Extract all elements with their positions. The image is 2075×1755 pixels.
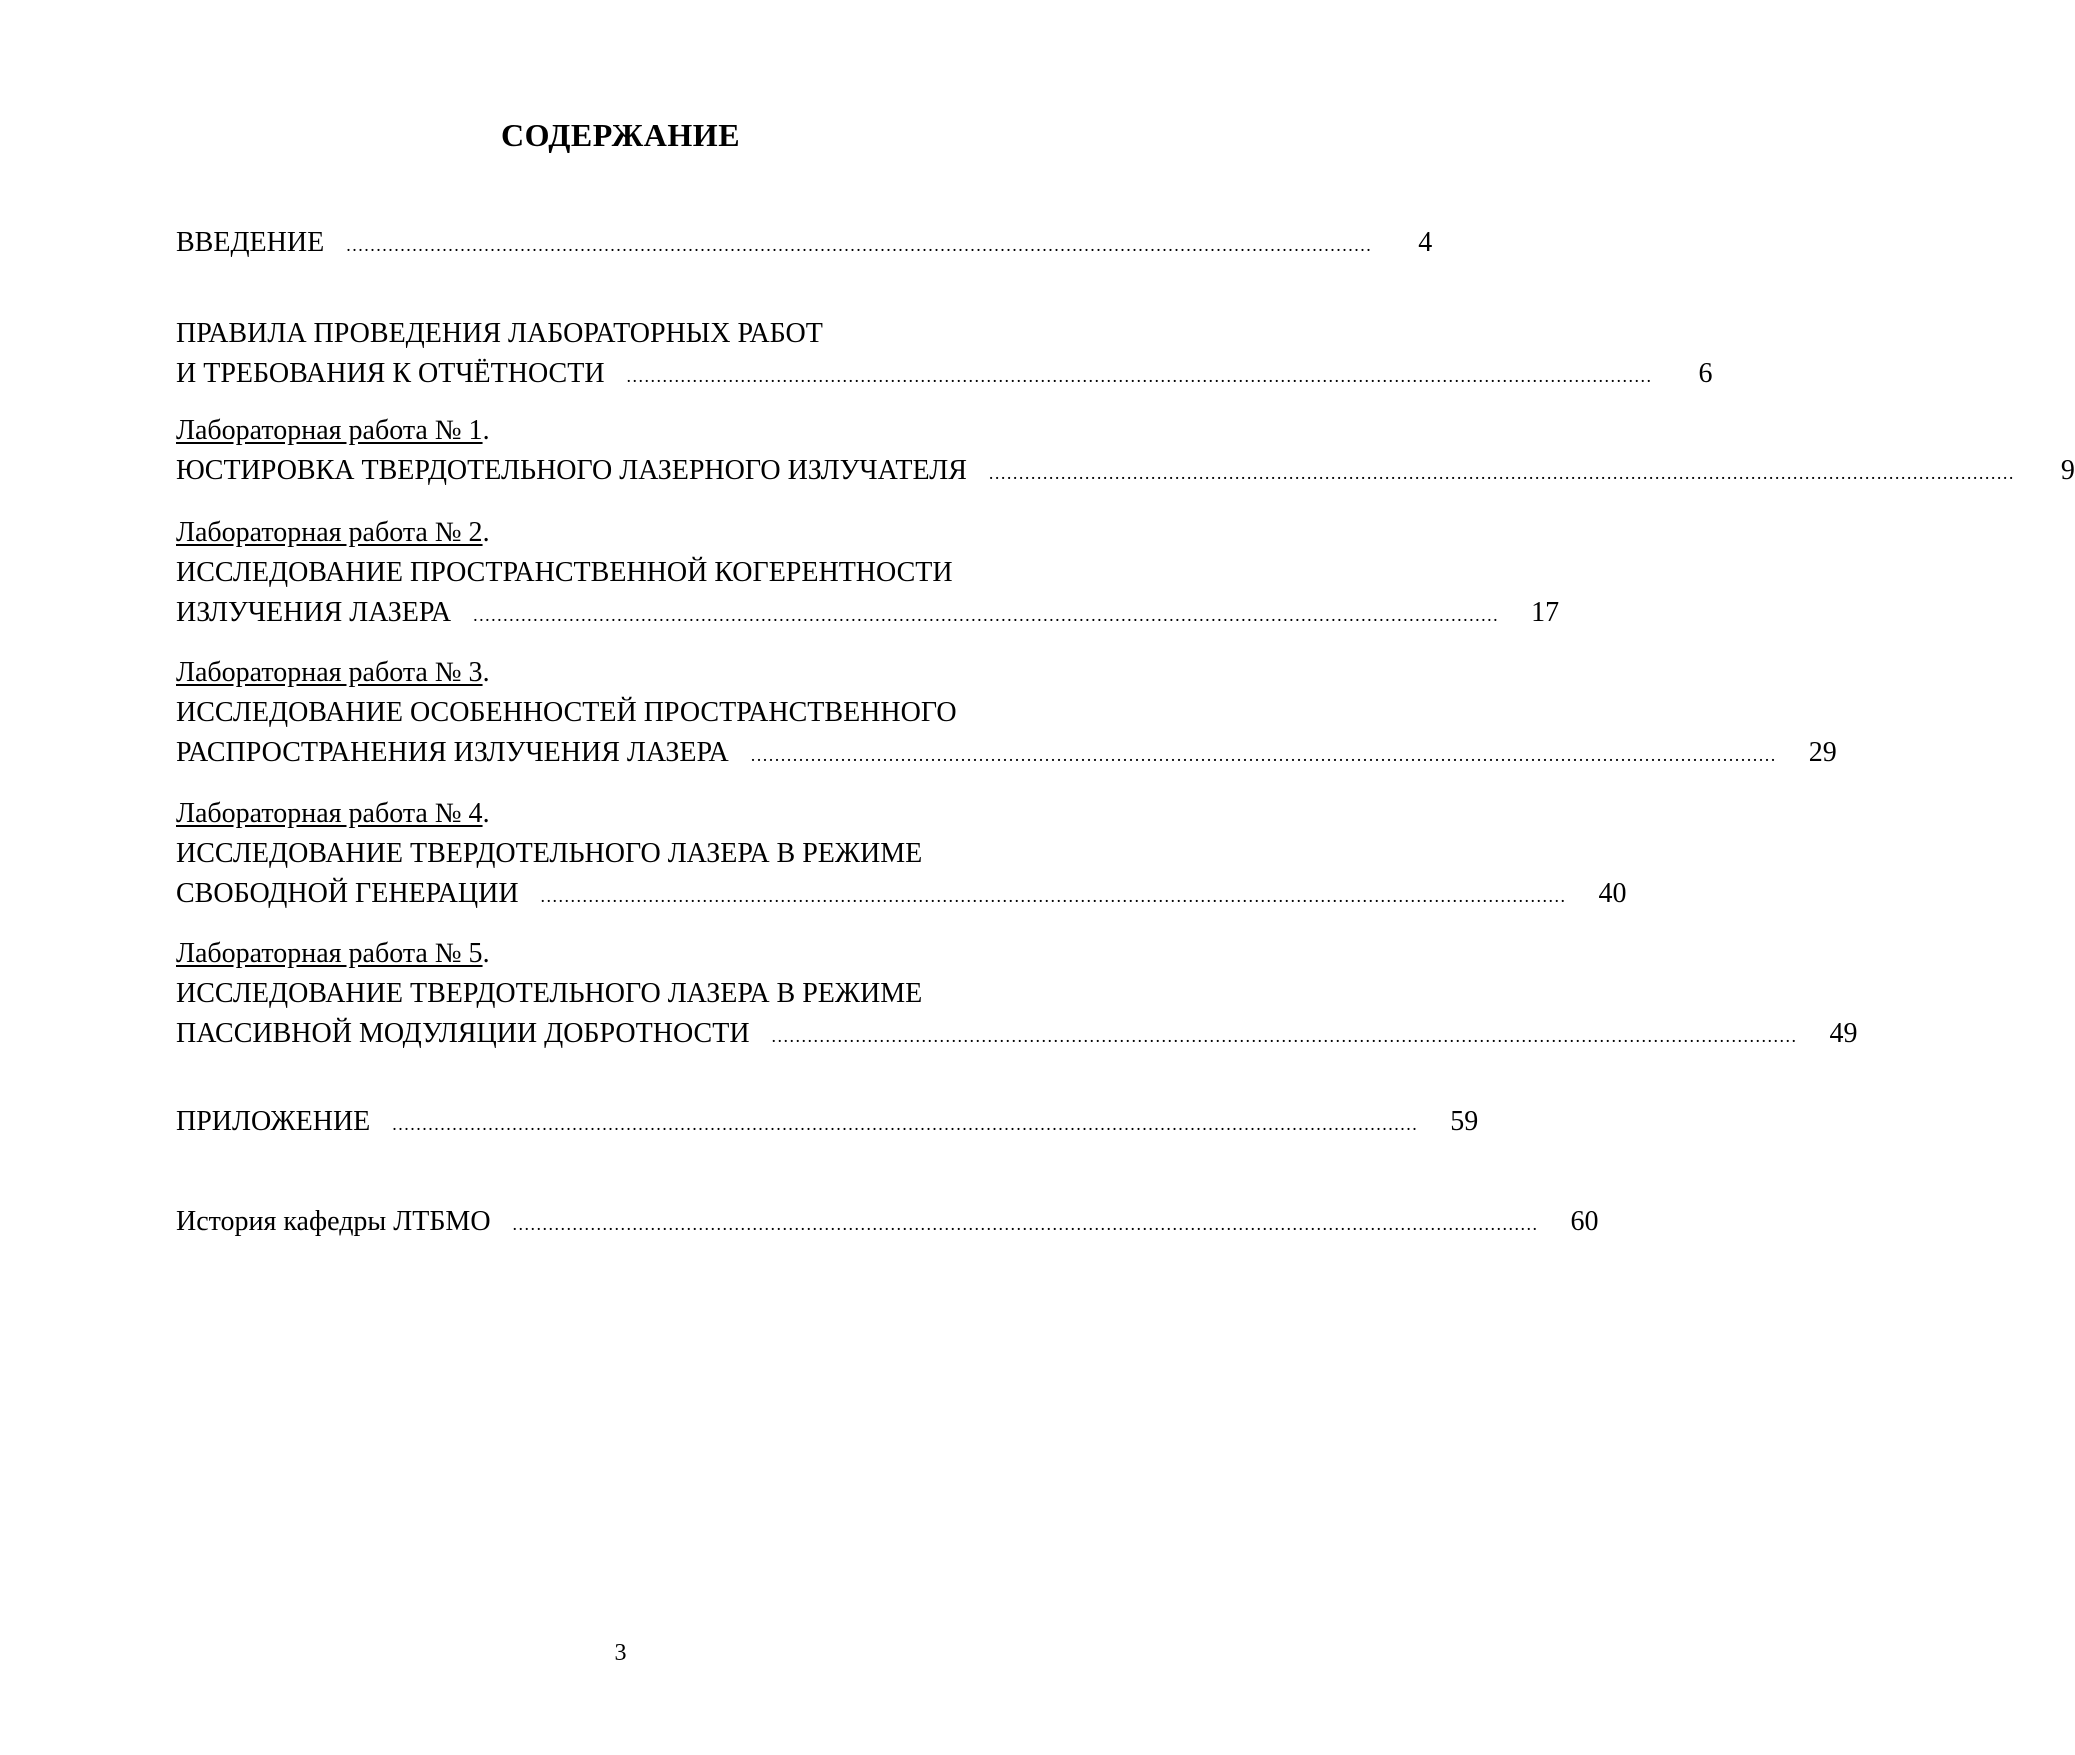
leader-dots: ........................................................................................................................................................................... xyxy=(771,1026,1798,1046)
toc-entry-title: ПРИЛОЖЕНИЕ xyxy=(176,1106,371,1137)
lab-label: Лабораторная работа № 1 xyxy=(176,415,483,446)
lab-label: Лабораторная работа № 4 xyxy=(176,798,483,829)
toc-page-number: 17 xyxy=(1531,597,1560,628)
toc-page-number: 6 xyxy=(1698,358,1713,389)
toc-entry-title: ВВЕДЕНИЕ xyxy=(176,227,325,258)
toc-entry-title: ИССЛЕДОВАНИЕ ТВЕРДОТЕЛЬНОГО ЛАЗЕРА В РЕЖИМЕ xyxy=(176,978,923,1009)
label-period: . xyxy=(482,798,490,829)
leader-dots: ........................................................................................................................................................................... xyxy=(626,366,1653,386)
toc-entry-lab4[interactable] xyxy=(176,794,1627,914)
leader-dots: ........................................................................................................................................................................... xyxy=(988,463,2015,483)
toc-entry-title: ЮСТИРОВКА ТВЕРДОТЕЛЬНОГО ЛАЗЕРНОГО ИЗЛУЧАТЕЛЯ xyxy=(176,455,967,486)
page-number: 3 xyxy=(614,1640,627,1666)
toc-entry-title: И ТРЕБОВАНИЯ К ОТЧЁТНОСТИ xyxy=(176,358,605,389)
leader-dots: ........................................................................................................................................................................... xyxy=(750,745,1777,765)
toc-entry-title: РАСПРОСТРАНЕНИЯ ИЗЛУЧЕНИЯ ЛАЗЕРА xyxy=(176,737,729,768)
lab-label: Лабораторная работа № 5 xyxy=(176,938,483,969)
toc-page-number: 29 xyxy=(1808,737,1837,768)
lab-label: Лабораторная работа № 3 xyxy=(176,657,483,688)
toc-entry-title: ИЗЛУЧЕНИЯ ЛАЗЕРА xyxy=(176,597,452,628)
toc-entry-appendix[interactable] xyxy=(176,1102,1479,1142)
leader-dots: ........................................................................................................................................................................... xyxy=(473,605,1500,625)
leader-dots: ........................................................................................................................................................................... xyxy=(512,1214,1539,1234)
toc-entry-title: ПАССИВНОЙ МОДУЛЯЦИИ ДОБРОТНОСТИ xyxy=(176,1018,750,1049)
toc-entry-title: ИССЛЕДОВАНИЕ ПРОСТРАНСТВЕННОЙ КОГЕРЕНТНОСТИ xyxy=(176,557,953,588)
leader-dots: ........................................................................................................................................................................... xyxy=(346,235,1373,255)
toc-page-number: 9 xyxy=(2060,455,2075,486)
lab-label: Лабораторная работа № 2 xyxy=(176,517,483,548)
leader-dots: ........................................................................................................................................................................... xyxy=(540,886,1567,906)
toc-entry-history[interactable] xyxy=(176,1202,1599,1242)
leader-dots: ........................................................................................................................................................................... xyxy=(392,1114,1419,1134)
toc-entry-title: ПРАВИЛА ПРОВЕДЕНИЯ ЛАБОРАТОРНЫХ РАБОТ xyxy=(176,318,823,349)
label-period: . xyxy=(482,517,490,548)
toc-entry-rules[interactable] xyxy=(176,314,1713,394)
toc-entry-lab2[interactable] xyxy=(176,513,1560,633)
toc-entry-title: История кафедры ЛТБМО xyxy=(176,1206,491,1237)
toc-entry-lab1[interactable] xyxy=(176,411,2075,491)
toc-page-number: 4 xyxy=(1418,227,1433,258)
label-period: . xyxy=(482,938,490,969)
label-period: . xyxy=(482,415,490,446)
toc-page-number: 40 xyxy=(1598,878,1627,909)
toc-entry-title: ИССЛЕДОВАНИЕ ТВЕРДОТЕЛЬНОГО ЛАЗЕРА В РЕЖИМЕ xyxy=(176,838,923,869)
toc-entry-lab5[interactable] xyxy=(176,934,1858,1054)
toc-entry-title: СВОБОДНОЙ ГЕНЕРАЦИИ xyxy=(176,878,519,909)
page-title: СОДЕРЖАНИЕ xyxy=(500,117,741,153)
toc-page-number: 59 xyxy=(1450,1106,1479,1137)
label-period: . xyxy=(482,657,490,688)
toc-page-number: 60 xyxy=(1570,1206,1599,1237)
toc-entry-title: ИССЛЕДОВАНИЕ ОСОБЕННОСТЕЙ ПРОСТРАНСТВЕННОГО xyxy=(176,697,957,728)
toc-entry-lab3[interactable] xyxy=(176,653,1837,773)
toc-page-number: 49 xyxy=(1829,1018,1858,1049)
toc-entry-intro[interactable] xyxy=(176,223,1433,263)
